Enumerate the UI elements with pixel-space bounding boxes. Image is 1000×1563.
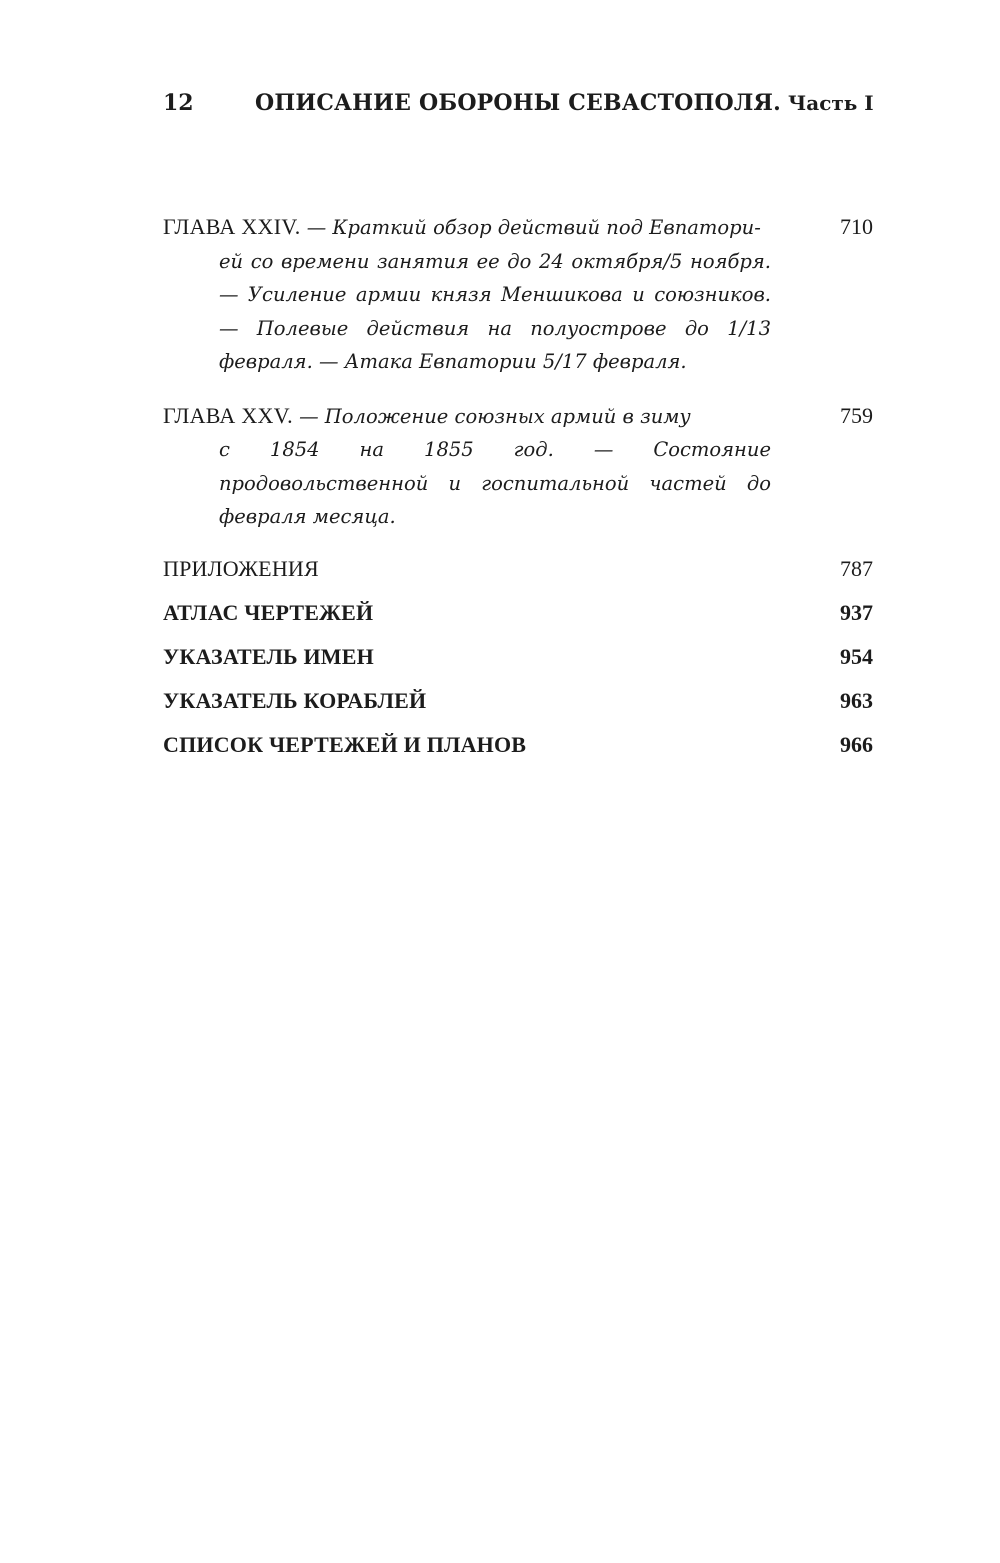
chapter-label: ГЛАВА XXV. (163, 402, 293, 428)
page-number: 12 (163, 90, 194, 116)
part-label: Часть I (787, 91, 874, 115)
chapter-description-first-line: — Краткий обзор действий под Евпатори- (300, 216, 761, 239)
chapter-page: 759 (840, 402, 873, 428)
chapter-label: ГЛАВА XXIV. (163, 214, 301, 239)
chapter-description: ей со времени занятия ее до 24 октября/5 ноября. — Усиление армии князя Меншикова и союзников. — Полевые действия на полуострове до 1/13 февраля. — Атака Евпатории 5/17 февраля. (219, 249, 771, 373)
chapter-page: 710 (840, 214, 873, 239)
chapter-text (163, 399, 771, 534)
running-header (163, 88, 874, 119)
entry-page: 966 (840, 731, 873, 757)
chapter-description-first-line: — Положение союзных армий в зиму (292, 404, 691, 428)
chapter-description: с 1854 на 1855 год. — Состояние продовольственной и госпитальной частей до февраля месяца. (219, 438, 771, 528)
entry-name: ПРИЛОЖЕНИЯ (163, 555, 319, 581)
entry-page: 963 (840, 687, 873, 713)
chapter-text (163, 210, 771, 379)
toc-entry (163, 598, 873, 642)
entry-page: 937 (840, 599, 873, 625)
entry-name: СПИСОК ЧЕРТЕЖЕЙ И ПЛАНОВ (163, 731, 527, 757)
toc-entry (163, 730, 873, 774)
toc-chapter (163, 210, 873, 379)
book-title: ОПИСАНИЕ ОБОРОНЫ СЕВАСТОПОЛЯ. (255, 90, 781, 116)
toc-entry (163, 554, 873, 598)
toc-entry (163, 686, 873, 730)
table-of-contents (163, 210, 873, 774)
toc-chapter (163, 399, 873, 534)
toc-entry (163, 642, 873, 686)
entry-page: 787 (840, 555, 873, 581)
entry-page: 954 (840, 643, 873, 669)
entry-name: УКАЗАТЕЛЬ КОРАБЛЕЙ (163, 687, 427, 713)
entry-name: УКАЗАТЕЛЬ ИМЕН (163, 643, 374, 669)
entry-name: АТЛАС ЧЕРТЕЖЕЙ (163, 599, 374, 625)
